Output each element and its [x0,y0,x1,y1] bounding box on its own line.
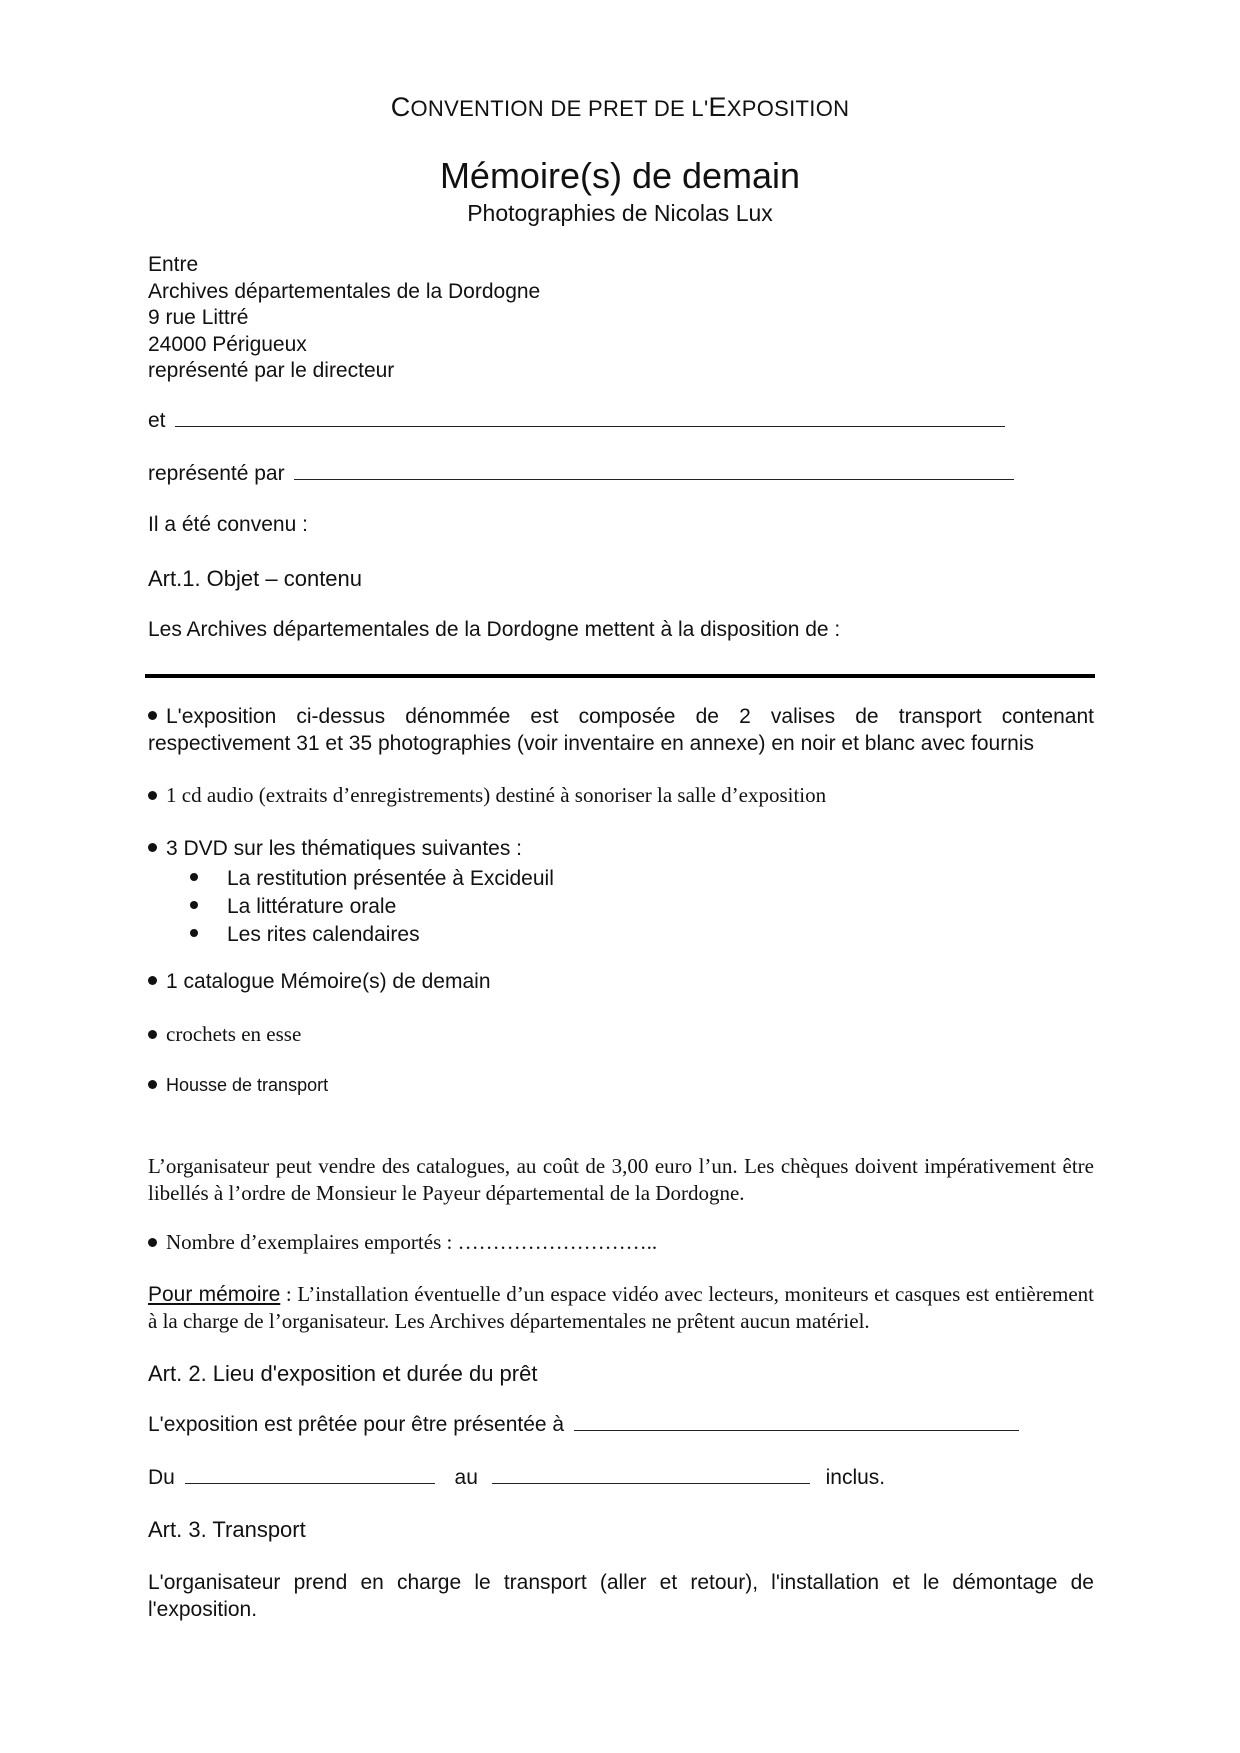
art2-heading: Art. 2. Lieu d'exposition et durée du prêt [148,1361,538,1386]
borrower-name-field[interactable] [175,408,1005,427]
document-type-heading [0,92,1240,123]
catalogue-sale-paragraph: L’organisateur peut vendre des catalogues, au coût de 3,00 euro l’un. Les chèques doivent impérativement être libellés à l’ordre de Monsieur le Payeur départemental de la Dordogne. [148,1154,1094,1205]
list-item-dvd [148,837,522,861]
bullet-icon [148,1238,157,1247]
transport-paragraph: L'organisateur prend en charge le transport (aller et retour), l'installation et le démontage de l'exposition. [148,1571,1094,1621]
art3-heading: Art. 3. Transport [148,1517,306,1542]
bullet-icon [148,1030,157,1039]
et-label: et [148,409,166,432]
exhibition-subtitle: Photographies de Nicolas Lux [467,200,773,226]
list-item-exhibition [148,703,1094,757]
list-item-hooks [148,1022,301,1047]
list-item-cd [148,783,826,808]
heading-text: XPOSITION [726,96,850,121]
dvd-topic [190,893,554,921]
bullet-icon [190,929,198,937]
list-item-text: 1 cd audio (extraits d’enregistrements) destiné à sonoriser la salle d’exposition [166,783,827,807]
location-label: L'exposition est prêtée pour être présentée à [148,1413,565,1436]
lender-address-block [148,252,540,385]
memo-label: Pour mémoire [148,1283,281,1306]
dvd-topic-text: Les rites calendaires [227,923,420,946]
exhibition-title: Mémoire(s) de demain [439,155,801,196]
list-item-catalogue [148,970,491,994]
lender-representative: représenté par le directeur [148,359,395,382]
list-item-text: Housse de transport [166,1075,329,1095]
from-date-field[interactable] [185,1465,435,1484]
recipient-field-rule[interactable] [145,674,1095,678]
memo-paragraph [148,1281,1094,1335]
memo-text: : L’installation éventuelle d’un espace vidéo avec lecteurs, moniteurs et casques est entièrement à la charge de l’organisateur. Les Archives départementales ne prêtent aucun matériel. [148,1282,1094,1333]
to-date-field[interactable] [492,1465,810,1484]
represente-par-label: représenté par [148,462,285,485]
heading-text: ONVENTION DE PRET DE L' [410,96,709,121]
art1-intro: Les Archives départementales de la Dordogne mettent à la disposition de : [148,618,841,641]
location-field[interactable] [574,1412,1019,1431]
bullet-icon [148,976,157,985]
copies-field[interactable]: ……………………….. [457,1230,658,1254]
copies-label: Nombre d’exemplaires emportés : [166,1230,453,1254]
art1-heading: Art.1. Objet – contenu [148,566,363,591]
to-label: au [454,1466,478,1489]
bullet-icon [148,843,157,852]
list-item-text: 3 DVD sur les thématiques suivantes : [166,837,522,860]
dvd-topic-text: La littérature orale [227,895,397,918]
dvd-topic [190,921,554,949]
bullet-icon [148,791,157,800]
from-label: Du [148,1466,175,1489]
period-line [148,1465,885,1490]
location-line [148,1412,1019,1437]
dvd-topic [190,865,554,893]
bullet-icon [148,1080,157,1089]
list-item-text: L'exposition ci-dessus dénommée est composée de 2 valises de transport contenant respectivement 31 et 35 photographies (voir inventaire en annexe) en noir et blanc avec fournis [148,705,1094,755]
agreed-statement: Il a été convenu : [148,513,308,536]
street-address: 9 rue Littré [148,306,249,329]
list-item-text: crochets en esse [166,1022,302,1046]
bullet-icon [190,873,198,881]
bullet-icon [148,711,157,720]
borrower-representative-field[interactable] [294,461,1014,480]
borrower-line [148,408,1005,433]
list-item-cover [148,1075,328,1096]
entre-label: Entre [148,253,199,276]
institution-name: Archives départementales de la Dordogne [148,279,541,303]
copies-taken-line [148,1230,657,1255]
borrower-representative-line [148,461,1014,486]
list-item-text: 1 catalogue Mémoire(s) de demain [166,970,491,993]
dvd-topics-list [190,865,554,949]
bullet-icon [190,901,198,909]
heading-initial: C [390,92,411,122]
heading-initial: E [708,92,727,122]
inclusive-label: inclus. [825,1466,886,1489]
city-address: 24000 Périgueux [148,332,307,356]
dvd-topic-text: La restitution présentée à Excideuil [227,867,554,890]
